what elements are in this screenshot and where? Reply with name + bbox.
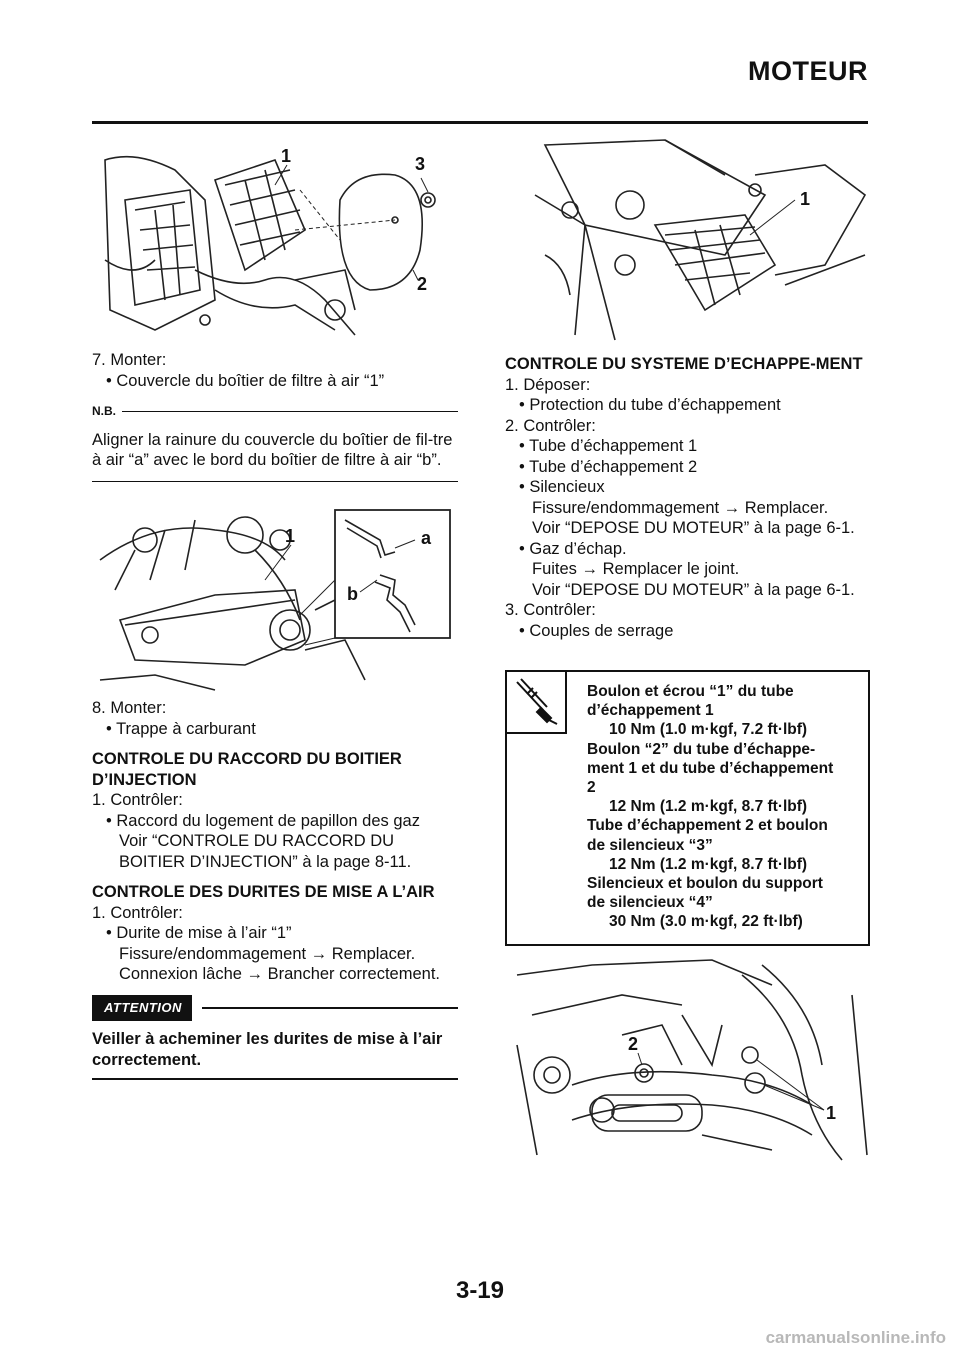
torque-line-2: d’échappement 1 [587, 702, 714, 720]
exhaust-bullet-pipe-1: • Tube d’échappement 1 [519, 437, 698, 455]
left-text-block-2 [92, 698, 458, 1080]
nb-end-rule [92, 481, 458, 482]
torque-spec-text [587, 682, 867, 932]
exhaust-silencer-line-2: Voir “DEPOSE DU MOTEUR” à la page 6-1. [532, 519, 855, 537]
exhaust-step-2: 2. Contrôler: [505, 416, 596, 435]
torque-value-4: 30 Nm (3.0 m·kgf, 22 ft·lbf) [609, 913, 803, 931]
torque-value-1: 10 Nm (1.0 m·kgf, 7.2 ft·lbf) [609, 721, 808, 739]
exhaust-bullet-silencer: • Silencieux [519, 478, 605, 496]
torque-spec-box [505, 670, 870, 946]
section-title-breather: CONTROLE DES DURITES DE MISE A L’AIR [92, 883, 435, 901]
attention-text: Veiller à acheminer les durites de mise à l’air correctement. [92, 1030, 443, 1069]
torque-value-3: 12 Nm (1.2 m·kgf, 8.7 ft·lbf) [609, 855, 808, 873]
figure-fuel-hatch [95, 500, 455, 695]
nb-header [92, 401, 458, 422]
header-rule [92, 121, 868, 124]
exhaust-step-3-bullet: • Couples de serrage [519, 621, 674, 640]
section-injection-step: 1. Contrôler: [92, 791, 183, 809]
step-8-bullet: • Trappe à carburant [106, 719, 256, 738]
step-7-bullet: • Couvercle du boîtier de filtre à air “1” [106, 371, 385, 390]
torque-icon-cell [507, 672, 567, 734]
exhaust-gas-line-2: Voir “DEPOSE DU MOTEUR” à la page 6-1. [532, 580, 855, 599]
attention-end-rule [92, 1078, 458, 1080]
page-title: MOTEUR [748, 56, 868, 86]
section-injection-bullet: • Raccord du logement de papillon des gaz [106, 811, 420, 830]
callout-1: 1 [281, 146, 292, 166]
exhaust-step-3: 3. Contrôler: [505, 601, 596, 619]
section-breather-bullet: • Durite de mise à l’air “1” [106, 924, 292, 942]
right-text-block [505, 354, 873, 641]
section-injection-ref-1: Voir “CONTROLE DU RACCORD DU [119, 832, 395, 850]
section-title-exhaust: CONTROLE DU SYSTEME D’ECHAPPE-MENT [505, 355, 863, 373]
callout-b: b [347, 584, 358, 604]
step-7: 7. Monter: [92, 351, 167, 369]
torque-value-2: 12 Nm (1.2 m·kgf, 8.7 ft·lbf) [609, 798, 808, 816]
torque-line-6: Tube d’échappement 2 et boulon [587, 817, 828, 835]
watermark: carmanualsonline.info [765, 1328, 946, 1347]
callout-3: 3 [415, 154, 426, 174]
section-breather-step: 1. Contrôler: [92, 903, 183, 922]
attention-header [92, 995, 458, 1022]
torque-line-5: 2 [587, 779, 596, 797]
section-breather-line-1: Fissure/endommagement → Remplacer. [119, 944, 416, 963]
figure-exhaust-bolts [512, 955, 872, 1165]
figure-air-filter-cover [95, 140, 455, 340]
section-injection-ref-2: BOITIER D’INJECTION” à la page 8-11. [119, 852, 412, 871]
torque-wrench-icon [507, 717, 563, 734]
callout-1: 1 [800, 189, 811, 209]
nb-rule [122, 411, 458, 412]
attention-rule [202, 1007, 458, 1009]
exhaust-silencer-line-1: Fissure/endommagement → Remplacer. [532, 498, 829, 517]
attention-badge: ATTENTION [92, 995, 192, 1022]
left-text-block-1 [92, 350, 458, 482]
torque-line-9: de silencieux “4” [587, 894, 713, 912]
torque-line-8: Silencieux et boulon du support [587, 875, 823, 893]
nb-text: Aligner la rainure du couvercle du boîtier de fil-tre à air “a” avec le bord du boîtier de filtre à air “b”. [92, 430, 453, 469]
callout-a: a [421, 528, 432, 548]
exhaust-step-1: 1. Déposer: [505, 375, 591, 394]
callout-1: 1 [826, 1103, 837, 1123]
exhaust-step-1-bullet: • Protection du tube d’échappement [519, 396, 781, 414]
torque-line-3: Boulon “2” du tube d’échappe- [587, 740, 816, 758]
callout-2: 2 [417, 274, 428, 294]
callout-1: 1 [285, 526, 296, 546]
exhaust-gas-line-1: Fuites → Remplacer le joint. [532, 560, 740, 578]
torque-line-1: Boulon et écrou “1” du tube [587, 683, 794, 700]
exhaust-bullet-gas: • Gaz d’échap. [519, 539, 627, 558]
exhaust-bullet-pipe-2: • Tube d’échappement 2 [519, 457, 698, 476]
step-8: 8. Monter: [92, 699, 167, 717]
nb-label: N.B. [92, 404, 116, 418]
callout-2: 2 [628, 1034, 639, 1054]
section-breather-line-2: Connexion lâche → Brancher correctement. [119, 965, 440, 983]
figure-breather-hose [525, 135, 870, 345]
section-title-injection: CONTROLE DU RACCORD DU BOITIER D’INJECTION [92, 750, 402, 789]
torque-line-7: de silencieux “3” [587, 836, 713, 854]
torque-line-4: ment 1 et du tube d’échappement [587, 759, 834, 777]
page-number: 3-19 [455, 1277, 505, 1304]
